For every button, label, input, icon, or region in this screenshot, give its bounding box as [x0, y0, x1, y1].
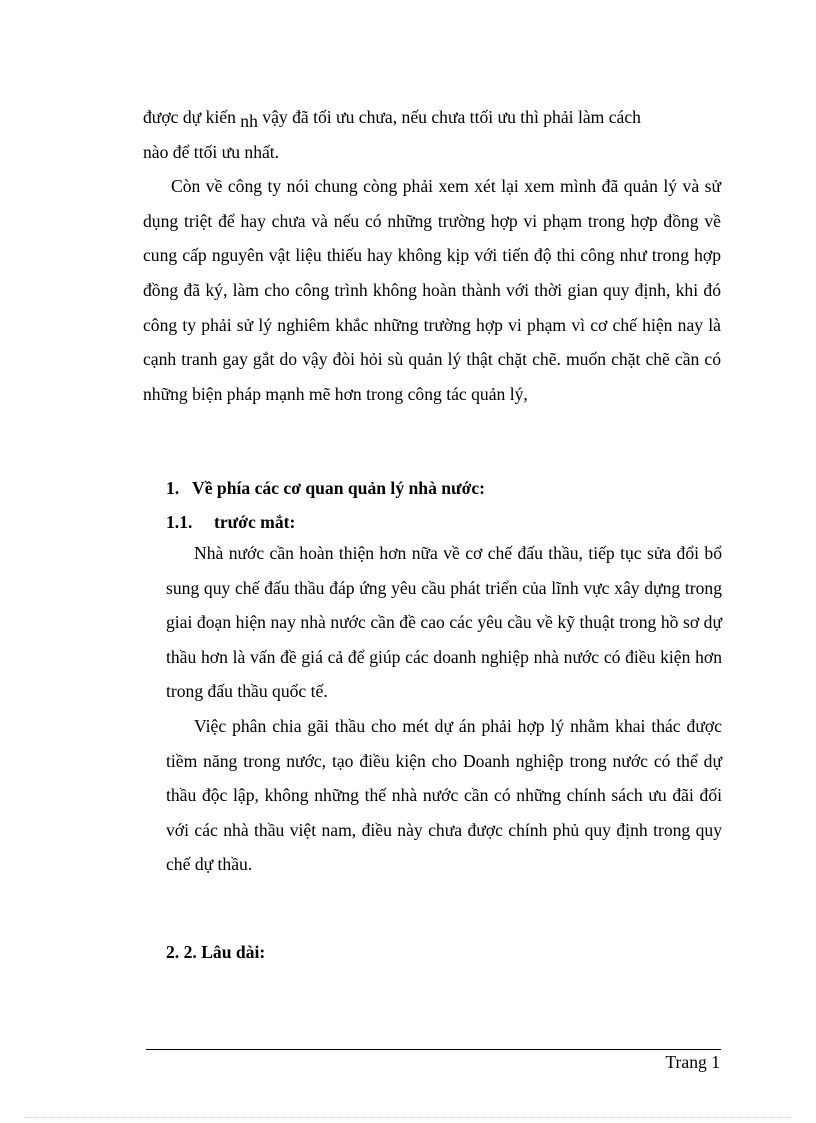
intro-paragraph: [143, 100, 721, 169]
section-1-heading: [166, 476, 485, 500]
company-paragraph: Còn về công ty nói chung còng phải xem xét lại xem mình đã quản lý và sử dụng triệt để hay chưa và nếu có những trường hợp vi phạm trong hợp đồng về cung cấp nguyên vật liệu thiếu hay không kịp với tiến độ thi công như trong hợp đồng đã ký, làm cho công trình không hoàn thành với thời gian quy định, khi đó công ty phải sử lý nghiêm khắc những trường hợp vi phạm vì cơ chế hiện nay là cạnh tranh gay gắt do vậy đòi hỏi sù quản lý thật chặt chẽ. muốn chặt chẽ cần có những biện pháp mạnh mẽ hơn trong công tác quản lý,: [143, 176, 721, 404]
section-1-1-heading: [166, 510, 295, 534]
section-1-1-number: 1.1.: [166, 512, 193, 532]
intro-text-a: được dự kiến: [143, 107, 236, 127]
section-1-1-body: [166, 536, 722, 882]
intro-text-nh: nh: [240, 111, 258, 131]
section-1-1-title: trước mắt:: [214, 512, 296, 532]
section-1-title: Về phía các cơ quan quản lý nhà nước:: [192, 478, 486, 498]
section-1-number: 1.: [166, 478, 180, 498]
intro-block: [143, 100, 721, 411]
page-bottom-border: [24, 1117, 792, 1118]
section-1-1-paragraph-2: Việc phân chia gãi thầu cho mét dự án phải hợp lý nhằm khai thác được tiềm năng trong nước, tạo điều kiện cho Doanh nghiệp trong nước có thể dự thầu độc lập, không những thế nhà nước cần có những chính sách ưu đãi đối với các nhà thầu việt nam, điều này chưa được chính phủ quy định trong quy chế dự thầu.: [166, 715, 722, 875]
page-number: Trang 1: [665, 1052, 720, 1072]
intro-text-line2: nào để ttối ưu nhất.: [143, 141, 280, 162]
footer-divider: [146, 1049, 721, 1050]
section-1-1-paragraph-1: Nhà nước cần hoàn thiện hơn nữa về cơ chế đấu thầu, tiếp tục sửa đổi bổ sung quy chế đấu thầu đáp ứng yêu cầu phát triển của lĩnh vực xây dựng trong giai đoạn hiện nay nhà nước cần đề cao các yêu cầu về kỹ thuật trong hồ sơ dự thầu hơn là vấn đề giá cả để giúp các doanh nghiệp nhà nước có điều kiện hơn trong đấu thầu quốc tế.: [166, 543, 722, 702]
section-2-2-heading: 2. 2. Lâu dài:: [166, 942, 266, 962]
intro-text-c: vậy đã tối ưu chưa, nếu chưa ttối ưu thì phải làm cách: [262, 107, 641, 127]
